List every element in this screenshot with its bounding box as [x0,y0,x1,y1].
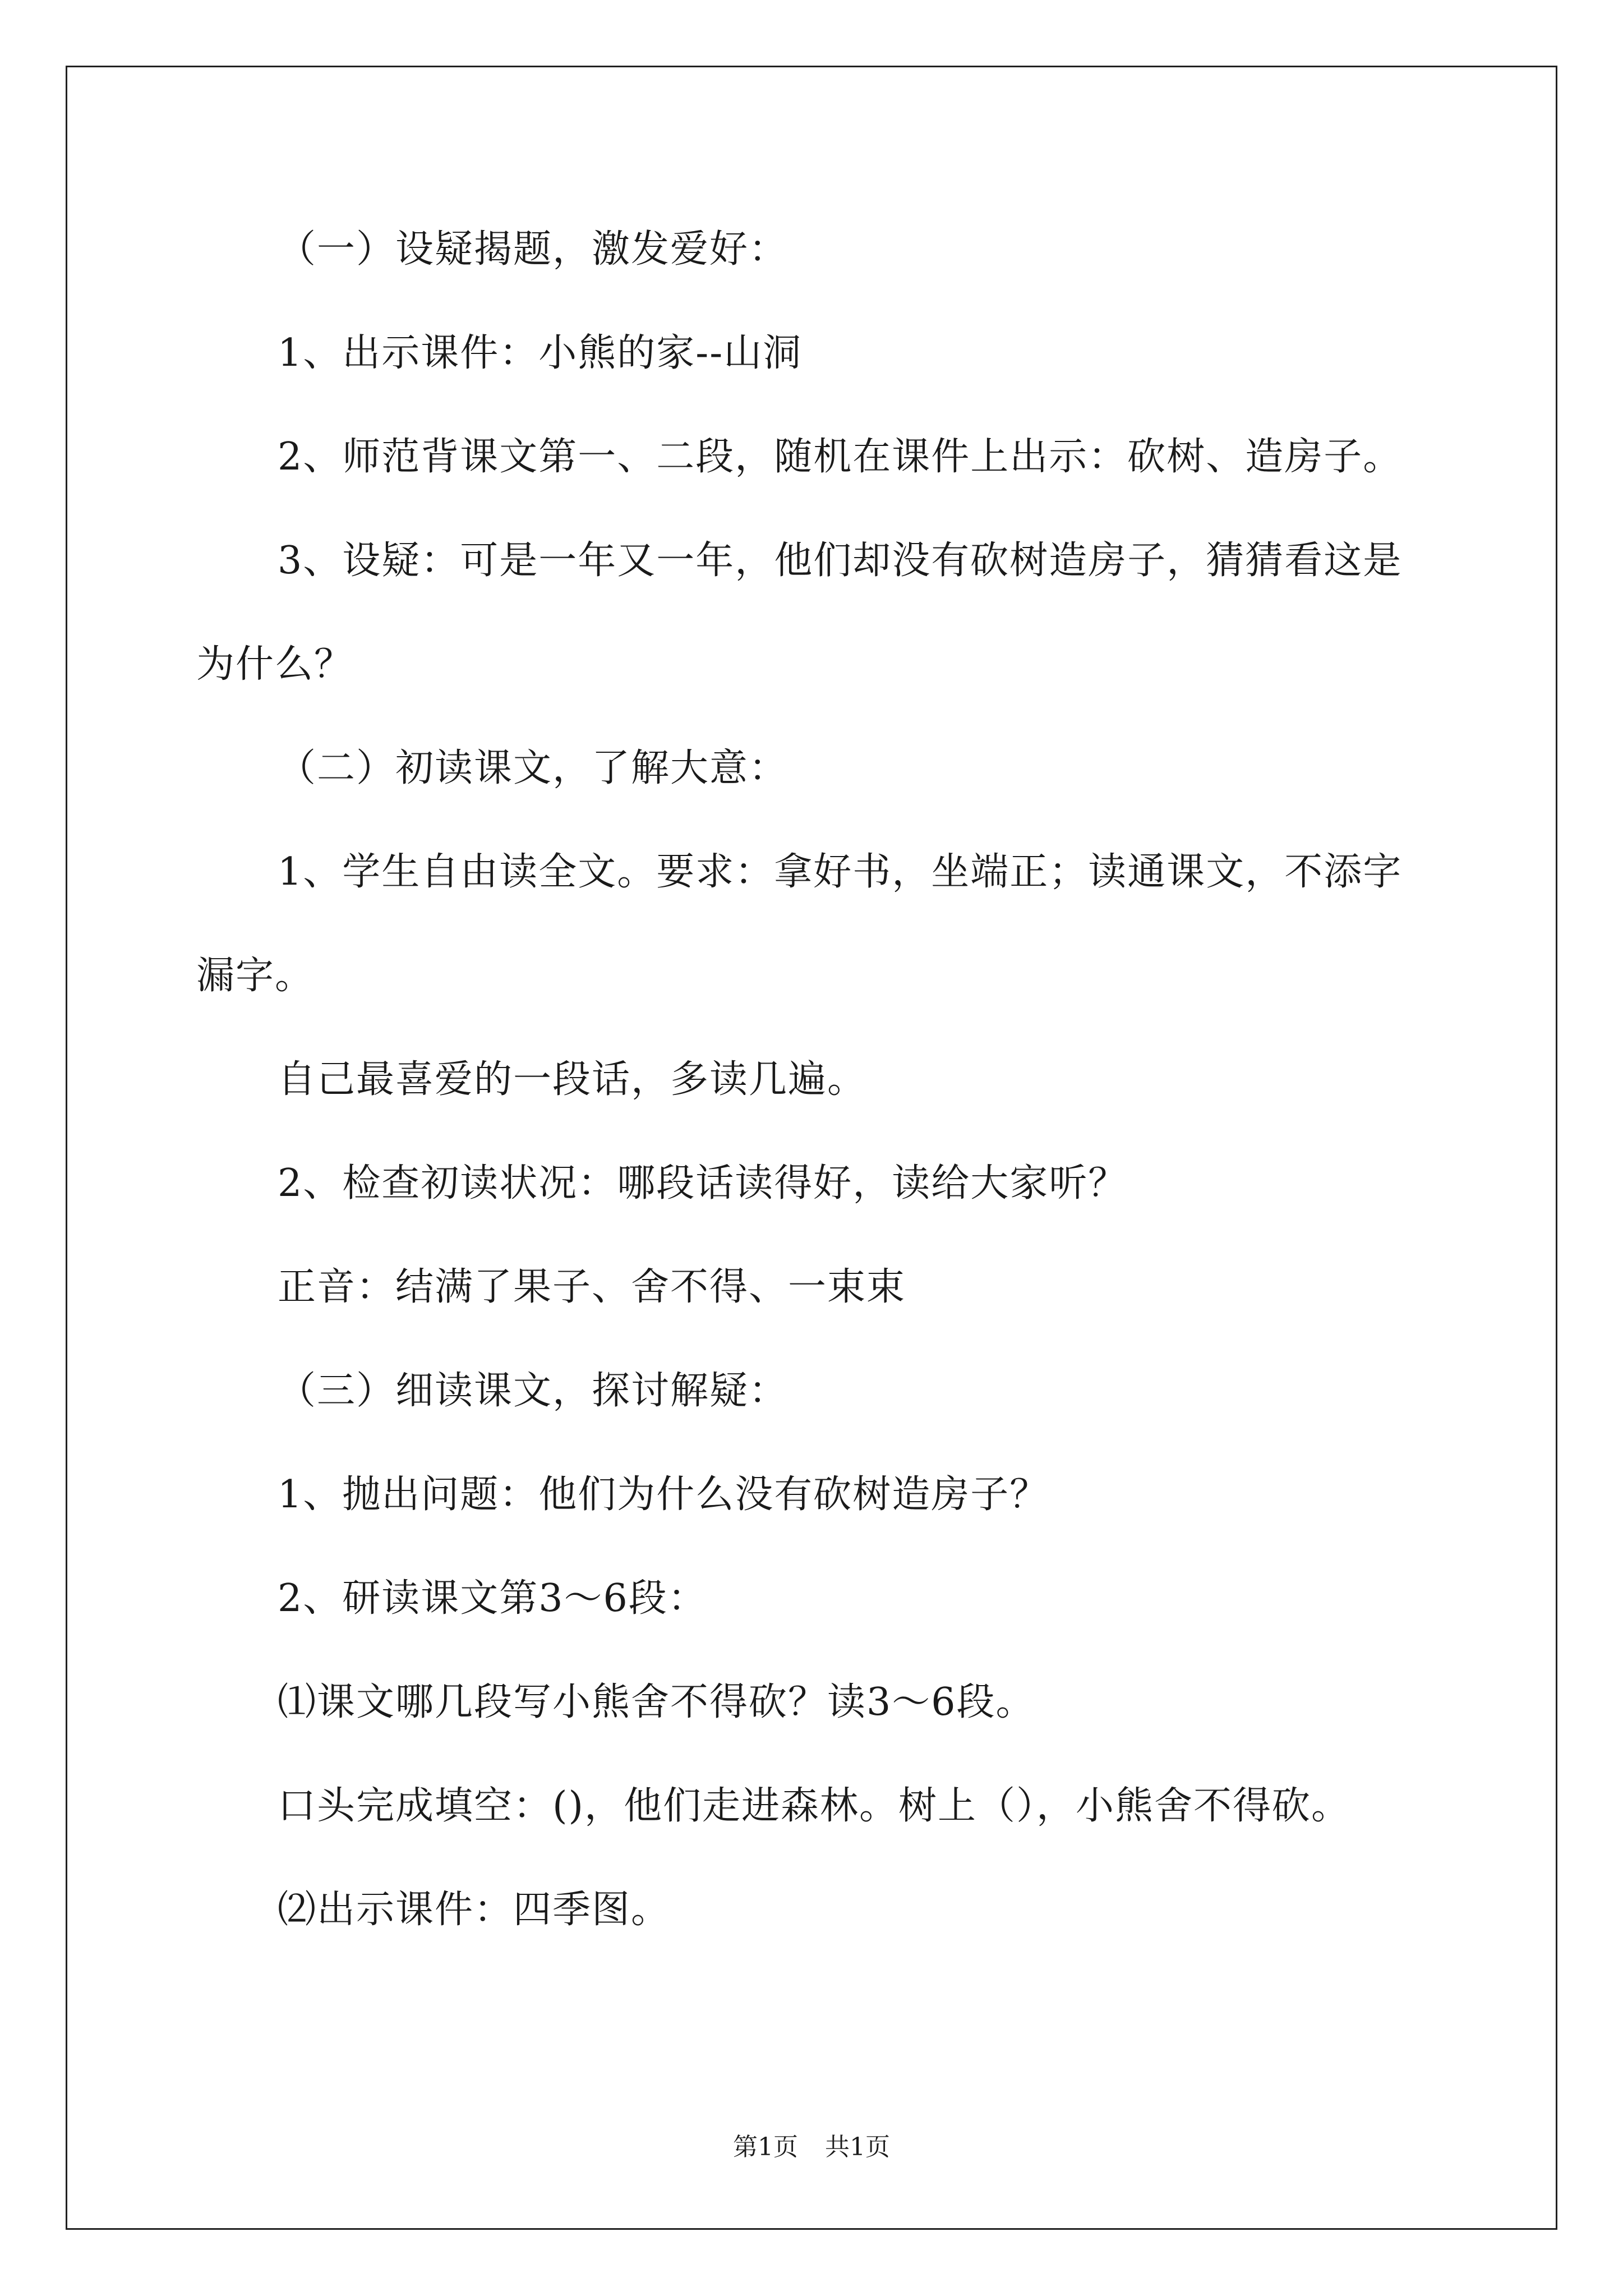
text-line: 3、设疑：可是一年又一年，他们却没有砍树造房子，猜猜看这是 [278,539,1403,583]
text-line: 2、研读课文第3～6段： [278,1576,707,1621]
page-total: 共1页 [825,2133,890,2161]
text-line: 自己最喜爱的一段话，多读几遍。 [278,1057,867,1102]
text-line: 口头完成填空：()，他们走进森林。树上（），小熊舍不得砍。 [278,1784,1351,1828]
text-line: 2、师范背课文第一、二段，随机在课件上出示：砍树、造房子。 [278,435,1403,479]
text-line: ⑵出示课件：四季图。 [278,1888,671,1932]
section-heading-3: （三）细读课文，探讨解疑： [278,1369,789,1413]
text-line: 1、出示课件：小熊的家--山洞 [278,331,803,375]
text-line: 1、抛出问题：他们为什么没有砍树造房子？ [278,1473,1049,1517]
page-number: 第1页 [733,2133,798,2161]
text-line: 2、检查初读状况：哪段话读得好，读给大家听？ [278,1161,1128,1205]
text-line: 漏字。 [196,954,315,998]
text-line: 为什么？ [196,642,354,687]
text-line: 正音：结满了果子、舍不得、一束束 [278,1265,906,1309]
page-footer [0,2131,1623,2164]
text-line: 1、学生自由读全文。要求：拿好书，坐端正；读通课文，不添字 [278,850,1403,894]
section-heading-1: （一）设疑揭题，激发爱好： [278,227,789,272]
text-line: ⑴课文哪几段写小熊舍不得砍？读3～6段。 [278,1680,1035,1724]
section-heading-2: （二）初读课文，了解大意： [278,746,789,790]
